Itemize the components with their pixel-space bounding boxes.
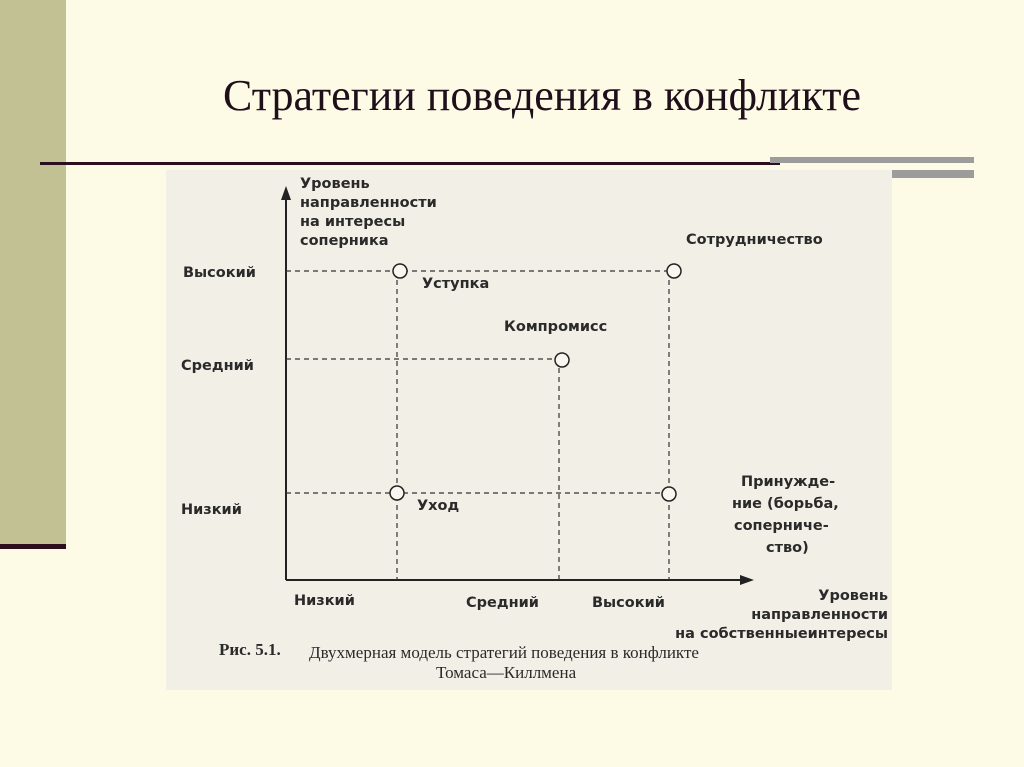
sidebar-rule [0,544,66,549]
y-axis-title-3: на интересы [300,214,406,230]
label-coercion-3: соперниче- [734,518,829,534]
point-concession [393,264,407,278]
y-axis-title-2: направленности [300,195,437,211]
point-avoidance [390,486,404,500]
label-avoidance: Уход [417,498,460,514]
point-cooperation [667,264,681,278]
x-level-high: Высокий [592,595,665,611]
point-coercion [662,487,676,501]
x-axis-title-3: на собственныеинтересы [675,626,888,642]
diagram-figure [166,170,892,690]
label-coercion-2: ние (борьба, [732,496,839,512]
y-axis-title-1: Уровень [300,176,370,192]
y-level-low: Низкий [181,502,242,518]
accent-bar [770,157,974,163]
label-cooperation: Сотрудничество [686,232,823,248]
y-level-mid: Средний [181,358,254,374]
x-level-mid: Средний [466,595,539,611]
y-axis-arrow [281,186,291,200]
y-level-high: Высокий [183,265,256,281]
diagram-svg [166,170,892,690]
label-coercion-1: Принужде- [741,474,836,490]
x-axis-title-1: Уровень [818,588,888,604]
caption-line-2: Томаса—Киллмена [436,663,577,682]
page-title: Стратегии поведения в конфликте [222,71,862,120]
y-axis-title-4: соперника [300,233,389,249]
caption-line-1: Двухмерная модель стратегий поведения в конфликте [309,643,699,662]
x-axis-title-2: направленности [751,607,888,623]
label-compromise: Компромисс [504,319,608,335]
accent-bar-small [892,170,974,178]
caption-label: Рис. 5.1. [219,640,281,659]
label-concession: Уступка [422,276,490,292]
point-compromise [555,353,569,367]
label-coercion-4: ство) [766,540,809,556]
title-rule [40,162,780,165]
x-axis-arrow [740,575,754,585]
x-level-low: Низкий [294,593,355,609]
